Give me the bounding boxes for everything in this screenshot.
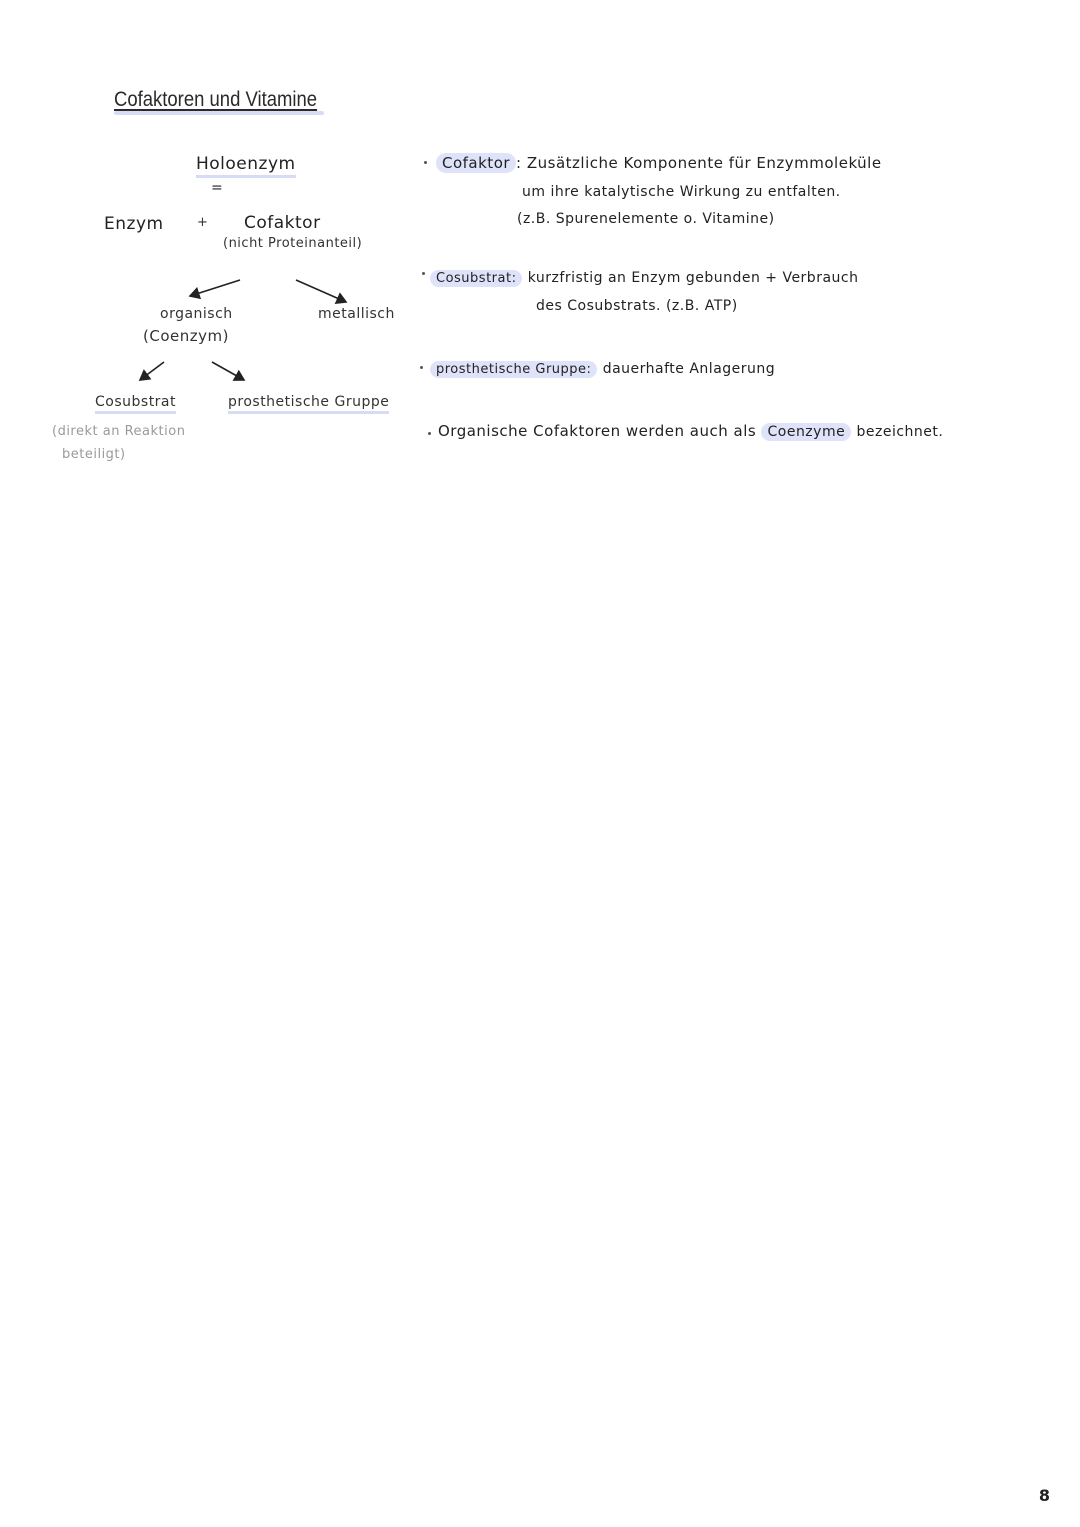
term-cofaktor: Cofaktor (436, 153, 516, 173)
note-cosubstrat-line1 (430, 268, 858, 286)
note-organische-cofaktoren (438, 422, 943, 440)
note-cofaktor-text1: : Zusätzliche Komponente für Enzymmoleküle (516, 154, 882, 172)
note-organisch-suffix: bezeichnet. (856, 424, 944, 440)
note-cofaktor-line1 (436, 154, 882, 172)
note-cosubstrat-line2: des Cosubstrats. (z.B. ATP) (536, 298, 738, 314)
cofaktor-label: Cofaktor (244, 213, 321, 233)
coenzym-label: (Coenzym) (143, 327, 229, 345)
cofaktor-note: (nicht Proteinanteil) (223, 236, 363, 251)
cosubstrat-note-line1: (direkt an Reaktion (52, 424, 186, 439)
organisch-label: organisch (160, 306, 233, 322)
note-prosthetisch-line1 (430, 359, 775, 377)
plus-sign: + (197, 215, 208, 230)
term-prosthetische-gruppe: prosthetische Gruppe: (430, 361, 597, 378)
arrow-to-metallisch (296, 280, 346, 302)
enzym-label: Enzym (104, 214, 164, 234)
holoenzym-label: Holoenzym (196, 154, 296, 178)
note-prosthetisch-text1: dauerhafte Anlagerung (602, 361, 776, 377)
note-cofaktor-line2: um ihre katalytische Wirkung zu entfalten. (522, 184, 841, 200)
prosthetische-gruppe-label: prosthetische Gruppe (228, 394, 389, 414)
equals-sign: = (211, 180, 223, 196)
arrow-to-organisch (190, 280, 240, 296)
cosubstrat-label: Cosubstrat (95, 394, 176, 414)
page-title: Cofaktoren und Vitamine (114, 88, 318, 111)
bullet-1 (424, 161, 427, 164)
note-cosubstrat-text1: kurzfristig an Enzym gebunden + Verbrauch (527, 270, 859, 286)
term-coenzyme: Coenzyme (761, 423, 851, 441)
cosubstrat-note-line2: beteiligt) (62, 447, 126, 462)
arrow-to-cosubstrat (140, 362, 164, 380)
metallisch-label: metallisch (318, 306, 395, 322)
note-cofaktor-line3: (z.B. Spurenelemente o. Vitamine) (517, 211, 775, 227)
bullet-3 (420, 366, 423, 369)
term-cosubstrat: Cosubstrat: (430, 270, 522, 287)
bullet-4 (428, 432, 431, 435)
arrow-to-prosthetische-gruppe (212, 362, 244, 380)
page-number: 8 (1038, 1486, 1050, 1505)
bullet-2 (422, 272, 425, 275)
note-organisch-prefix: Organische Cofaktoren werden auch als (438, 422, 757, 440)
